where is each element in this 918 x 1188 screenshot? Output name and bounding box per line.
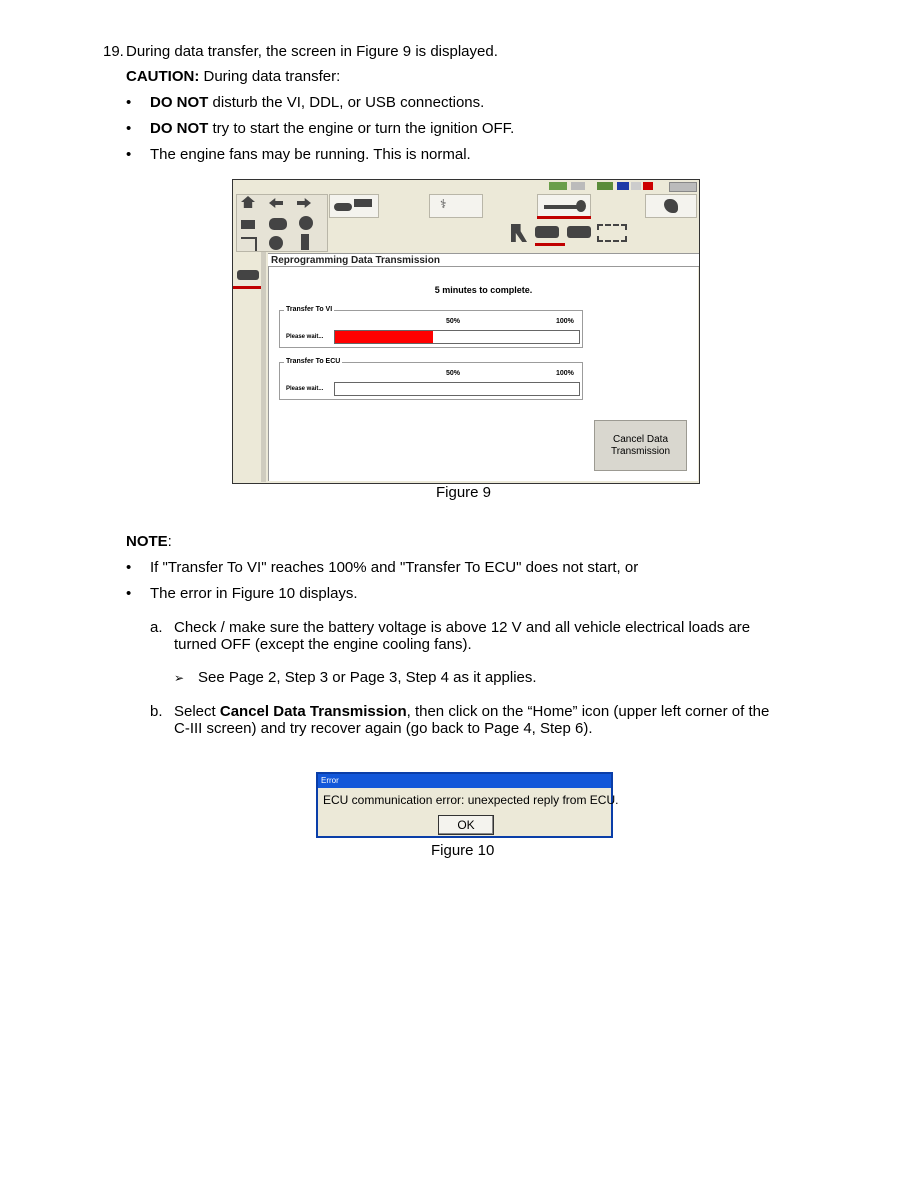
note-label: NOTE xyxy=(126,533,168,550)
plug-icon xyxy=(354,199,372,207)
wrench-head-icon xyxy=(576,200,586,212)
stethoscope-icon: ⚕ xyxy=(440,197,447,211)
note-item: The error in Figure 10 displays. xyxy=(150,585,358,602)
substep-b-text-2: C-III screen) and try recover again (go back to Page 4, Step 6). xyxy=(174,720,593,737)
stop-icon[interactable] xyxy=(269,236,283,250)
substep-b-rest: , then click on the “Home” icon (upper left corner of the xyxy=(406,703,770,720)
note-heading xyxy=(126,533,172,551)
figure-10-caption: Figure 10 xyxy=(431,842,495,859)
cancel-data-transmission-button[interactable] xyxy=(594,420,687,471)
caution-label: CAUTION: xyxy=(126,68,200,85)
substep-b-letter: b. xyxy=(150,703,163,720)
side-panel xyxy=(233,252,267,482)
step-text: During data transfer, the screen in Figure 9 is displayed. xyxy=(126,43,498,60)
bullet-icon: • xyxy=(126,120,132,137)
window-title: Reprogramming Data Transmission xyxy=(268,253,699,267)
substep-a-reference: See Page 2, Step 3 or Page 3, Step 4 as it applies. xyxy=(198,669,537,686)
bullet-icon: • xyxy=(126,559,132,576)
caution-item-bold: DO NOT xyxy=(150,120,209,137)
transfer-ecu-end-label: 100% xyxy=(556,370,574,377)
transfer-vi-label: Transfer To VI xyxy=(286,306,333,313)
diagnosis-button[interactable] xyxy=(429,194,483,218)
time-remaining: 5 minutes to complete. xyxy=(434,285,533,295)
battery-icon xyxy=(549,182,567,190)
transfer-vi-progress-bar xyxy=(334,330,580,344)
transfer-vi-group xyxy=(279,306,583,348)
caution-item xyxy=(150,94,484,112)
substep-a-text-1: Check / make sure the battery voltage is above 12 V and all vehicle electrical loads are xyxy=(174,619,751,636)
transfer-ecu-progress-bar xyxy=(334,382,580,396)
camera-icon[interactable] xyxy=(269,218,287,230)
step-number: 19. xyxy=(103,43,124,60)
error-message: ECU communication error: unexpected reply from ECU. xyxy=(323,793,619,807)
connect-button[interactable] xyxy=(329,194,379,218)
bullet-icon: • xyxy=(126,94,132,111)
caution-item: The engine fans may be running. This is normal. xyxy=(150,146,471,163)
error-dialog xyxy=(316,772,619,838)
bullet-icon: • xyxy=(126,585,132,602)
reprogram-side-icon[interactable] xyxy=(237,270,259,280)
active-indicator xyxy=(537,216,591,219)
figure-9-screenshot xyxy=(232,179,700,484)
plug-icon xyxy=(334,203,352,211)
lift-icon[interactable] xyxy=(511,224,527,242)
substep-b-text-1 xyxy=(174,703,769,721)
transfer-vi-progress-fill xyxy=(335,331,433,343)
substep-b-pre: Select xyxy=(174,703,216,720)
connection-icon xyxy=(597,182,613,190)
substep-a-letter: a. xyxy=(150,619,163,636)
note-colon: : xyxy=(167,533,172,550)
caution-item-text: disturb the VI, DDL, or USB connections. xyxy=(212,94,485,111)
cancel-button-label: Cancel Data Transmission xyxy=(610,433,671,457)
bullet-icon: • xyxy=(126,146,132,163)
ok-button[interactable]: OK xyxy=(438,815,494,835)
caution-item-text: try to start the engine or turn the ignition OFF. xyxy=(212,120,515,137)
reprogram-tab-icon[interactable] xyxy=(535,226,559,238)
tools-icon xyxy=(664,199,678,213)
record-icon[interactable] xyxy=(299,216,313,230)
side-splitter xyxy=(261,252,266,482)
error-dialog-title: Error xyxy=(318,774,611,788)
ecu-tab-icon[interactable] xyxy=(567,226,591,238)
print-icon[interactable] xyxy=(241,220,255,229)
work-support-icon[interactable] xyxy=(597,224,627,242)
caution-text: During data transfer: xyxy=(203,68,341,85)
transfer-vi-status: Please wait... xyxy=(286,334,324,340)
toolbar xyxy=(233,180,699,252)
network-icon xyxy=(617,182,629,190)
caution-line xyxy=(126,68,340,86)
pause-icon[interactable] xyxy=(301,234,309,250)
screen-capture-icon[interactable] xyxy=(241,237,257,251)
transfer-vi-end-label: 100% xyxy=(556,318,574,325)
transfer-ecu-mid-label: 50% xyxy=(446,370,461,377)
arrow-bullet-icon: ➢ xyxy=(174,671,185,685)
caution-item xyxy=(150,120,514,138)
transfer-vi-mid-label: 50% xyxy=(446,318,461,325)
transfer-ecu-status: Please wait... xyxy=(286,386,324,392)
exit-button[interactable] xyxy=(669,182,697,192)
side-active-indicator xyxy=(233,286,263,289)
substep-b-bold: Cancel Data Transmission xyxy=(219,703,407,720)
settings-button[interactable] xyxy=(645,194,697,218)
vi-icon xyxy=(571,182,585,190)
transfer-ecu-group xyxy=(279,358,583,400)
tray-icon xyxy=(631,182,641,190)
note-item: If "Transfer To VI" reaches 100% and "Transfer To ECU" does not start, or xyxy=(150,559,639,576)
transfer-ecu-label: Transfer To ECU xyxy=(286,358,341,365)
figure-9-caption: Figure 9 xyxy=(436,484,492,501)
substep-a-text-2: turned OFF (except the engine cooling fans). xyxy=(174,636,472,653)
active-tab-indicator xyxy=(535,243,565,246)
repair-button[interactable] xyxy=(537,194,591,218)
caution-item-bold: DO NOT xyxy=(150,94,209,111)
close-icon[interactable] xyxy=(643,182,653,190)
